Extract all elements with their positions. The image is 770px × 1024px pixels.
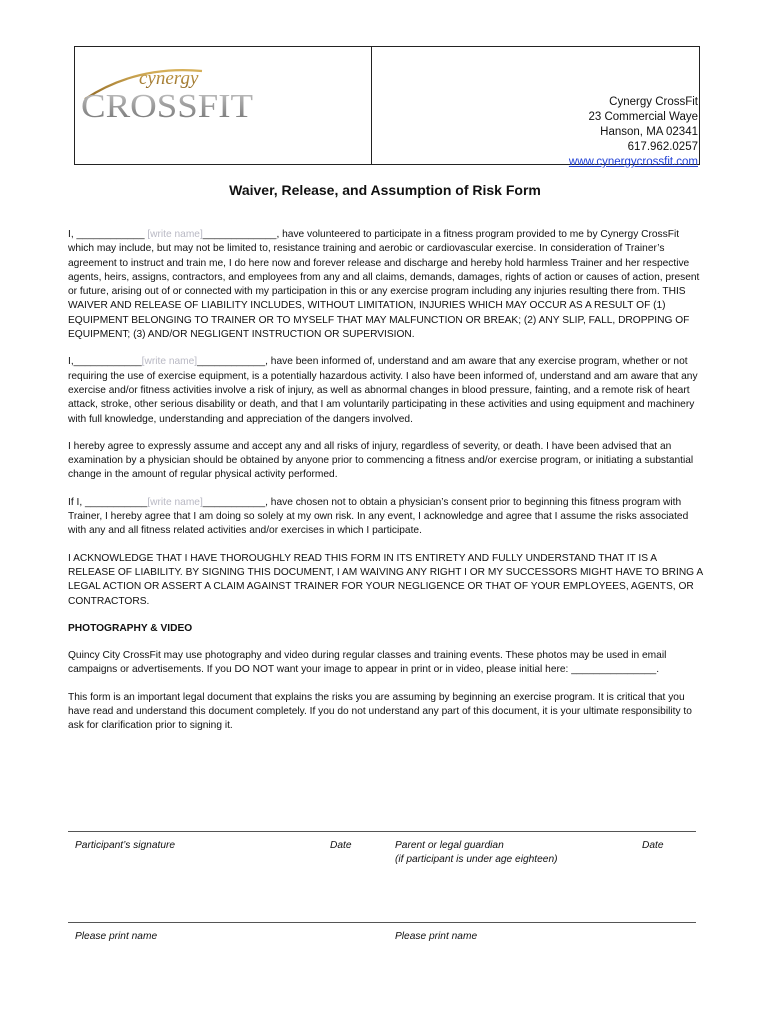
letterhead xyxy=(74,46,700,168)
name-placeholder[interactable]: [write name] xyxy=(147,496,203,508)
print-name-label: Please print name xyxy=(75,931,158,942)
paragraph-assume-risk: I hereby agree to expressly assume and accept any and all risks of injury, regardless of severity, or death. I have been advised that an examination by a physician should be obtained by anyone prior to commencing a fitness and/or exercise program, or initiating a substantial change in the amount of regular physical activity performed. xyxy=(68,440,694,481)
paragraph-text: _____________, have volunteered to participate in a fitness program provided to me by Cynergy CrossFit which may include, but may not be limited to, resistance training and aerobic or cardiovascular exercise. In consideration of Trainer’s agreement to instruct and train me, I do here now and forever release and discharge and hereby hold harmless Trainer and her respective agents, heirs, assigns, contractors, and employees from any and all claims, demands, damages, rights of action or causes of action, present or future, arising out of or connected with my participation in this or any exercise program including any injuries resulting there from. THIS WAIVER AND RELEASE OF LIABILITY INCLUDES, WITHOUT LIMITATION, INJURIES WHICH MAY OCCUR AS A RESULT OF (1) EQUIPMENT BELONGING TO TRAINER OR TO MYSELF THAT MAY MALFUNCTION OR BREAK; (2) ANY SLIP, FALL, DROPPING OF EQUIPMENT; (3) AND/OR NEGLIGENT INSTRUCTION OR SUPERVISION. xyxy=(68,229,700,341)
signature-line xyxy=(68,831,696,832)
address-block xyxy=(372,47,699,168)
guardian-note: (if participant is under age eighteen) xyxy=(395,854,558,865)
name-blank-prefix: I,____________ xyxy=(68,356,142,368)
street-address: 23 Commercial Waye xyxy=(588,111,698,123)
paragraph-release xyxy=(68,228,704,342)
crossfit-logo xyxy=(77,57,257,127)
date-label: Date xyxy=(642,840,664,851)
logo-main-text: CROSSFIT xyxy=(81,88,254,125)
paragraph-text: ____________, have been informed of, understand and am aware that any exercise program, whether or not requiring the use of exercise equipment, is a potentially hazardous activity. I also have been informed of, understand and am aware that any exercise and/or fitness activities involve a risk of injury, as well as abnormal changes in blood pressure, fainting, and a remote risk of heart attack, stroke, other serious disability or death, and that I am voluntarily participating in these activities and using equipment and machinery with full knowledge, understanding and appreciation of the dangers involved. xyxy=(68,356,698,425)
phone-number: 617.962.0257 xyxy=(627,141,698,153)
form-title: Waiver, Release, and Assumption of Risk Form xyxy=(229,182,541,198)
photo-section-heading: PHOTOGRAPHY & VIDEO xyxy=(68,622,193,634)
name-placeholder[interactable]: [write name] xyxy=(141,356,198,368)
waiver-body xyxy=(68,228,704,747)
date-label: Date xyxy=(330,840,352,851)
company-name: Cynergy CrossFit xyxy=(609,96,698,108)
name-placeholder[interactable]: [write name] xyxy=(147,229,203,240)
name-blank-prefix: If I, ___________ xyxy=(68,496,148,508)
paragraph-acknowledge: I ACKNOWLEDGE THAT I HAVE THOROUGHLY READ THIS FORM IN ITS ENTIRETY AND FULLY UNDERSTAND THAT IT IS A RELEASE OF LIABILITY. BY SIGNING THIS DOCUMENT, I AM WAIVING ANY RIGHT I OR MY SUCCESSORS MIGHT HAVE TO BRING A LEGAL ACTION OR ASSERT A CLAIM AGAINST TRAINER FOR YOUR NEGLIGENCE OR THAT OF YOUR EMPLOYEES, AGENTS, OR CONTRACTORS. xyxy=(68,552,703,607)
paragraph-photo: Quincy City CrossFit may use photography and video during regular classes and training events. These photos may be used in email campaigns or advertisements. If you DO NOT want your image to appear in print or in video, please initial here: _______________. xyxy=(68,650,667,676)
logo-cell xyxy=(75,47,372,164)
guardian-label: Parent or legal guardian xyxy=(395,840,504,851)
print-name-line xyxy=(68,922,696,923)
participant-signature-label: Participant’s signature xyxy=(75,840,176,851)
print-name-label: Please print name xyxy=(395,931,478,942)
name-blank-prefix: I, ____________ xyxy=(68,229,148,240)
paragraph-informed xyxy=(68,355,704,426)
paragraph-closing: This form is an important legal document that explains the risks you are assuming by beginning an exercise program. It is critical that you have read and understand this document completely. If you do not understand any part of this document, it is your ultimate responsibility to ask for clarification prior to signing it. xyxy=(68,691,692,732)
city-state-zip: Hanson, MA 02341 xyxy=(600,126,698,138)
paragraph-text: ___________, have chosen not to obtain a physician’s consent prior to beginning this fitness program with Trainer, I hereby agree that I am doing so solely at my own risk. In any event, I acknowledge and agree that I assume the risks associated with any and all fitness related activities and/or exercises in which I participate. xyxy=(68,496,689,537)
website-link[interactable]: www.cynergycrossfit.com xyxy=(568,156,698,168)
logo-top-text: cynergy xyxy=(139,68,199,89)
paragraph-physician xyxy=(68,496,704,539)
